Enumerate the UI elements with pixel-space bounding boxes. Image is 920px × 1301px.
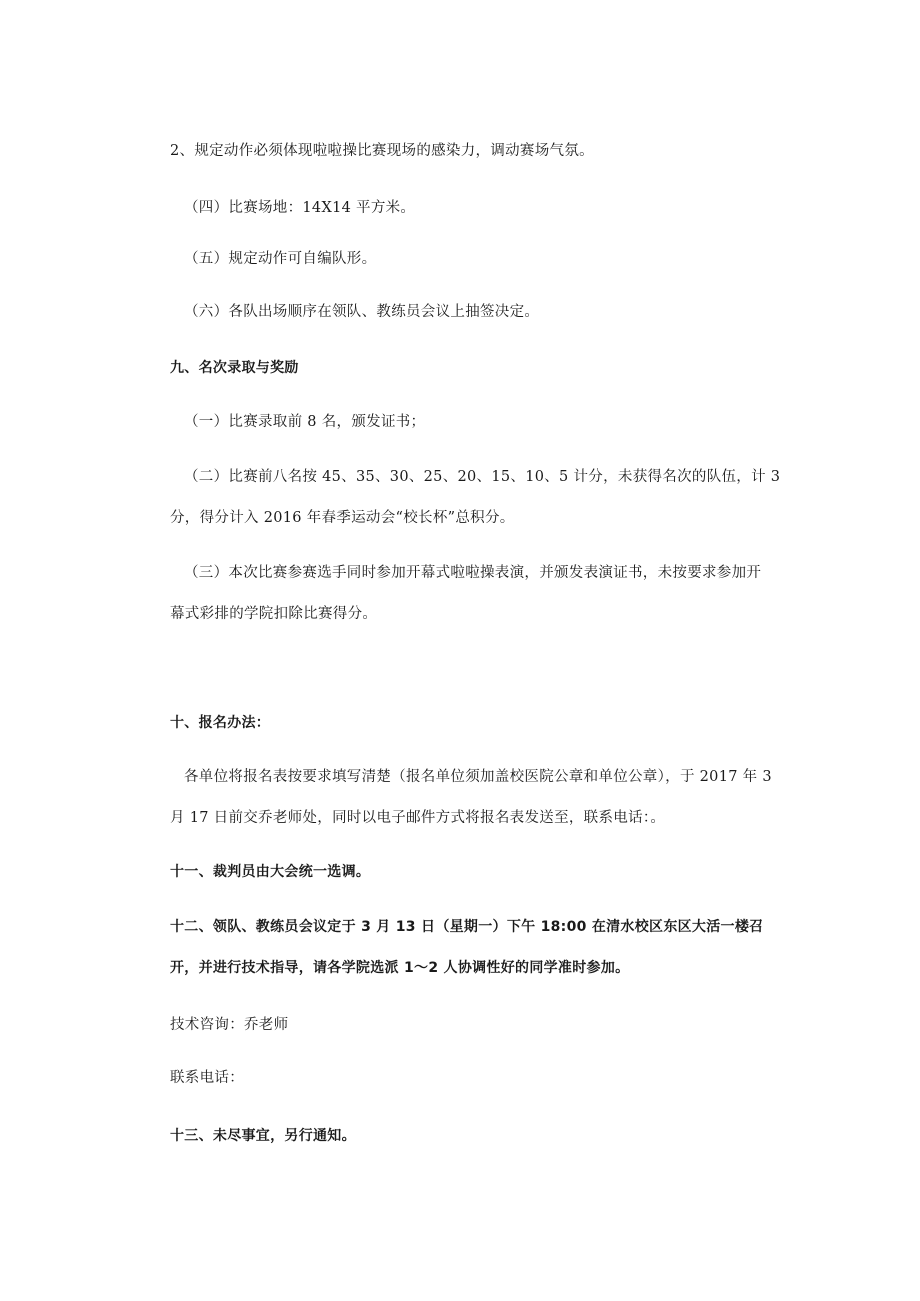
draw-order-rule: （六）各队出场顺序在领队、教练员会议上抽签决定。 — [184, 304, 540, 320]
formation-rule: （五）规定动作可自编队形。 — [184, 251, 377, 267]
ranking-item-2: （二）比赛前八名按 45、35、30、25、20、15、10、5 计分，未获得名次的队伍，计 3 — [184, 469, 781, 485]
ranking-item-1: （一）比赛录取前 8 名，颁发证书； — [184, 414, 426, 430]
ranking-item-3: （三）本次比赛参赛选手同时参加开幕式啦啦操表演，并颁发表演证书，未按要求参加开 — [184, 565, 762, 581]
section-heading-referees: 十一、裁判员由大会统一选调。 — [170, 864, 371, 880]
meeting-text-cont: 开，并进行技术指导，请各学院选派 1～2 人协调性好的同学准时参加。 — [170, 960, 630, 976]
contact-phone: 联系电话： — [170, 1070, 244, 1086]
section-heading-registration: 十、报名办法： — [170, 715, 271, 731]
ranking-item-3-cont: 幕式彩排的学院扣除比赛得分。 — [170, 606, 378, 622]
tech-consult: 技术咨询：乔老师 — [170, 1017, 289, 1033]
registration-text-cont: 月 17 日前交乔老师处，同时以电子邮件方式将报名表发送至，联系电话：。 — [170, 810, 666, 826]
venue-size: （四）比赛场地：14X14 平方米。 — [184, 200, 416, 216]
ranking-item-2-cont: 分，得分计入 2016 年春季运动会“校长杯”总积分。 — [170, 510, 515, 526]
section-heading-ranking: 九、名次录取与奖励 — [170, 360, 299, 376]
rule-item-2: 2、规定动作必须体现啦啦操比赛现场的感染力，调动赛场气氛。 — [170, 143, 594, 159]
section-heading-meeting: 十二、领队、教练员会议定于 3 月 13 日（星期一）下午 18:00 在清水校区东区大活一楼召 — [170, 919, 764, 935]
section-heading-misc: 十三、未尽事宜，另行通知。 — [170, 1128, 356, 1144]
registration-text: 各单位将报名表按要求填写清楚（报名单位须加盖校医院公章和单位公章），于 2017 年 3 — [184, 769, 772, 785]
